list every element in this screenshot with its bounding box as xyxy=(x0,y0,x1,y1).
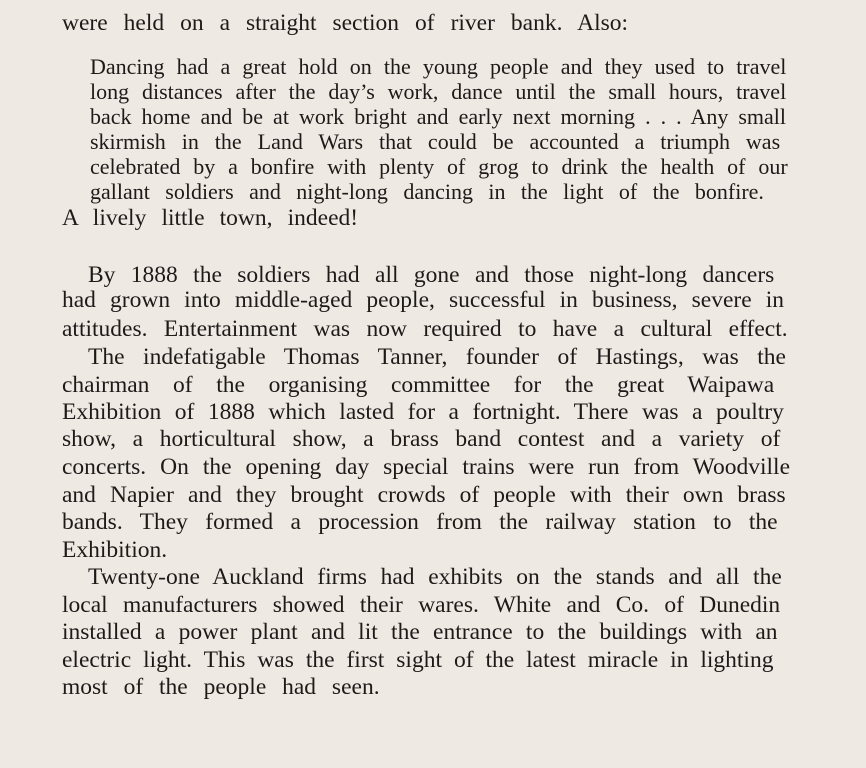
opening-line: were held on a straight section of river bank. Also: xyxy=(62,10,629,36)
quote-line: celebrated by a bonfire with plenty of grog to drink the health of our xyxy=(90,154,788,179)
paragraph-line: concerts. On the opening day special trains were run from Woodville xyxy=(62,454,790,480)
paragraph-line: Twenty-one Auckland firms had exhibits on the stands and all the xyxy=(88,564,782,590)
paragraph-line: local manufacturers showed their wares. White and Co. of Dunedin xyxy=(62,592,781,618)
paragraph-line: bands. They formed a procession from the railway station to the xyxy=(62,509,778,535)
paragraph-line: show, a horticultural show, a brass band contest and a variety of xyxy=(62,426,781,452)
paragraph-line: The indefatigable Thomas Tanner, founder of Hastings, was the xyxy=(88,344,786,370)
quote-line: skirmish in the Land Wars that could be accounted a triumph was xyxy=(90,129,781,154)
paragraph-line: By 1888 the soldiers had all gone and those night-long dancers xyxy=(88,262,775,288)
paragraph-line: most of the people had seen. xyxy=(62,674,380,700)
paragraph-line: electric light. This was the first sight of the latest miracle in lighting xyxy=(62,647,774,673)
paragraph-line: installed a power plant and lit the entrance to the buildings with an xyxy=(62,619,778,645)
paragraph-line: Exhibition of 1888 which lasted for a fortnight. There was a poultry xyxy=(62,399,784,425)
quote-line: long distances after the day’s work, dance until the small hours, travel xyxy=(90,79,787,104)
paragraph-line: attitudes. Entertainment was now required to have a cultural effect. xyxy=(62,316,788,342)
closing-line: A lively little town, indeed! xyxy=(62,205,359,231)
quote-line: gallant soldiers and night-long dancing in the light of the bonfire. xyxy=(90,179,764,204)
paragraph-line: chairman of the organising committee for the great Waipawa xyxy=(62,372,775,398)
quote-line: Dancing had a great hold on the young people and they used to travel xyxy=(90,54,787,79)
paragraph-line: and Napier and they brought crowds of people with their own brass xyxy=(62,482,786,508)
paragraph-line: had grown into middle-aged people, successful in business, severe in xyxy=(62,287,785,313)
quote-line: back home and be at work bright and early next morning . . . Any small xyxy=(90,104,787,129)
paragraph-line: Exhibition. xyxy=(62,537,168,563)
